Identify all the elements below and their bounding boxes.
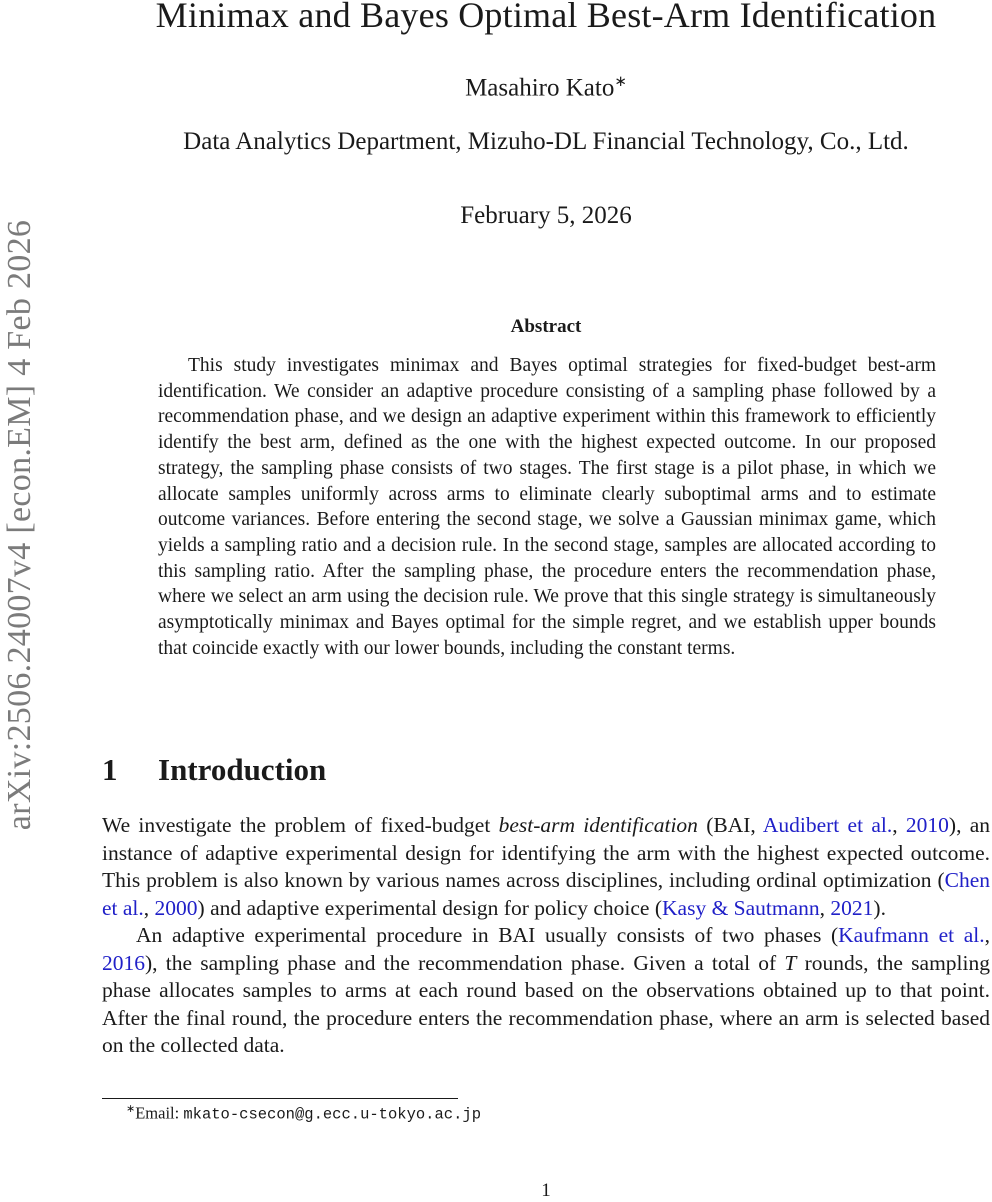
citation-link-audibert-year[interactable]: 2010 — [905, 813, 949, 837]
abstract-text: This study investigates minimax and Bayes optimal strategies for fixed-budget best-arm identification. We consider an adaptive procedure consisting of a sampling phase followed by a recommendation phase, and we design an adaptive experiment within this framework to efficiently identify the best arm, defined as the one with the highest expected outcome. In our proposed strategy, the sampling phase consists of two stages. The first stage is a pilot phase, in which we allocate samples uniformly across arms to eliminate clearly suboptimal arms and to estimate outcome variances. Before entering the second stage, we solve a Gaussian minimax game, which yields a sampling ratio and a decision rule. In the second stage, samples are allocated according to this sampling ratio. After the sampling phase, the procedure enters the recommendation phase, where we select an arm using the decision rule. We prove that this single strategy is simultaneously asymptotically minimax and Bayes optimal for the simple regret, and we establish upper bounds that coincide exactly with our lower bounds, including the constant terms. — [158, 355, 936, 659]
text-run: , — [892, 813, 906, 837]
text-run: ), the sampling phase and the recommendation phase. Given a total of — [145, 950, 785, 975]
section-number: 1 — [102, 752, 118, 787]
text-run: ) and adaptive experimental design for policy choice ( — [197, 895, 663, 920]
emphasis-text: best-arm identification — [498, 813, 698, 837]
text-run: (BAI, — [697, 813, 763, 837]
arxiv-identifier: arXiv:2506.24007v4 [econ.EM] 4 Feb 2026 — [1, 219, 39, 831]
citation-link-kasy[interactable]: Kasy & Sautmann — [662, 895, 820, 920]
text-run: , — [819, 895, 831, 920]
citation-link-kaufmann-year[interactable]: 2016 — [102, 950, 145, 975]
footnote-mark: ∗ — [126, 1103, 136, 1115]
text-run: rounds, the sampling phase allocates samples to arms at each round based on the observations obtained up to that point. After the final round, the procedure enters the recommendation phase, where an arm is selected based on the collected data. — [102, 950, 990, 1057]
text-run: ). — [873, 895, 886, 920]
citation-link-kasy-year[interactable]: 2021 — [830, 895, 874, 920]
author-line — [100, 72, 992, 102]
section-heading — [102, 752, 326, 788]
text-run: We investigate the problem of fixed-budget — [102, 813, 499, 837]
citation-link-kaufmann[interactable]: Kaufmann et al. — [838, 923, 985, 947]
footnote-rule — [102, 1098, 458, 1099]
text-run: , — [143, 895, 155, 920]
citation-link-chen-year[interactable]: 2000 — [154, 895, 198, 920]
author-footnote-mark: ∗ — [614, 74, 627, 90]
text-run: , — [984, 923, 991, 947]
paragraph-1 — [102, 812, 990, 922]
author-name: Masahiro Kato — [465, 74, 615, 102]
text-run: ), an instance of adaptive experimental design for identifying the arm with the highest expected outcome. This problem is also known by various names across disciplines, including ordinal optimization ( — [102, 813, 991, 892]
affiliation: Data Analytics Department, Mizuho-DL Financial Technology, Co., Ltd. — [183, 128, 909, 155]
section-body — [102, 812, 990, 1060]
arxiv-sidebar-stamp — [0, 180, 40, 870]
footnote-label: Email: — [135, 1103, 184, 1123]
footnote — [126, 1102, 481, 1124]
citation-link-chen[interactable]: Chen et al. — [102, 868, 990, 920]
paper-title: Minimax and Bayes Optimal Best-Arm Identification — [155, 0, 937, 35]
text-run: An adaptive experimental procedure in BAI usually consists of two phases ( — [136, 923, 839, 947]
publication-date: February 5, 2026 — [460, 202, 632, 229]
paragraph-2 — [102, 922, 990, 1060]
citation-link-audibert[interactable]: Audibert et al. — [762, 813, 893, 837]
abstract-heading: Abstract — [510, 316, 582, 337]
email-address: mkato-csecon@g.ecc.u-tokyo.ac.jp — [183, 1105, 481, 1124]
page-number: 1 — [541, 1180, 551, 1201]
math-variable: T — [784, 950, 797, 975]
section-title: Introduction — [158, 752, 327, 787]
